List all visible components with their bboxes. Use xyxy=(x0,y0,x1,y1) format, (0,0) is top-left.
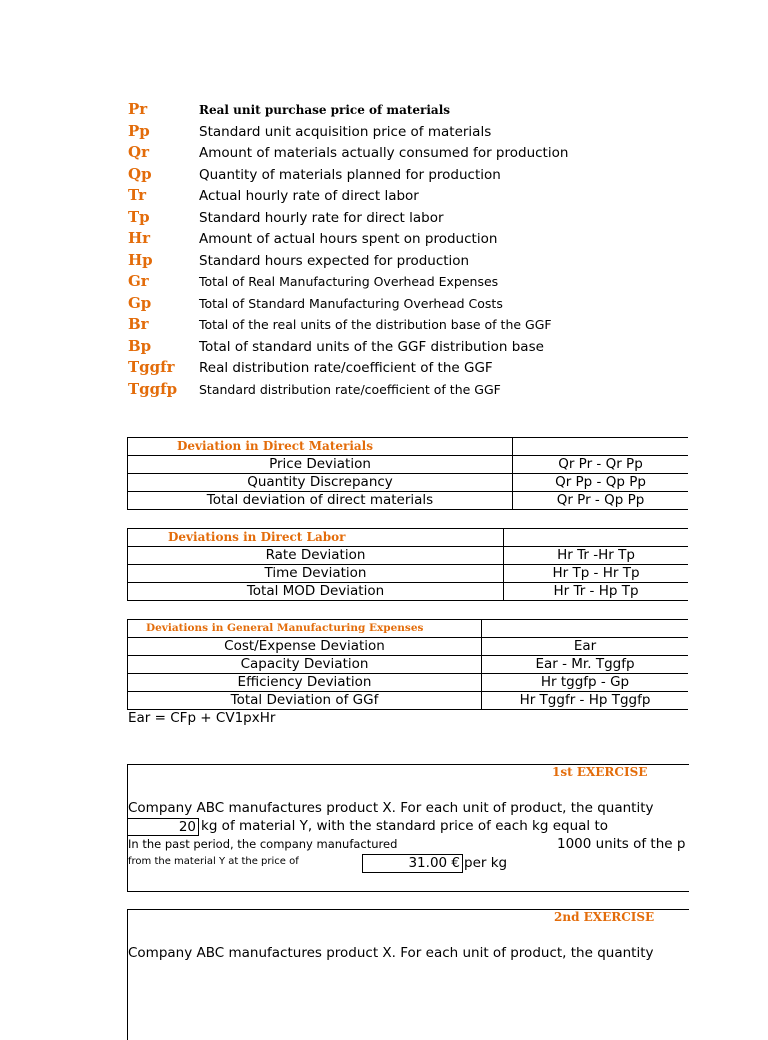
table-title: Deviations in General Manufacturing Expenses xyxy=(128,620,482,638)
deviation-formula: Qr Pp - Qp Pp xyxy=(513,474,689,492)
definition-text: Standard unit acquisition price of materials xyxy=(199,123,492,140)
definition-text: Amount of actual hours spent on production xyxy=(199,231,498,247)
table-row xyxy=(128,638,689,656)
definition-abbreviation: Gp xyxy=(128,293,152,312)
deviation-label: Quantity Discrepancy xyxy=(128,474,513,492)
deviation-label: Total deviation of direct materials xyxy=(128,492,513,510)
deviation-formula: Ear xyxy=(482,638,689,656)
definition-abbreviation: Gr xyxy=(128,272,149,290)
definition-abbreviation: Tr xyxy=(128,186,146,204)
exercise-1-line-4: from the material Y at the price of xyxy=(128,856,299,867)
exercise-2-title: 2nd EXERCISE xyxy=(554,910,655,924)
definition-abbreviation: Bp xyxy=(128,336,152,355)
deviation-label: Total MOD Deviation xyxy=(128,583,504,601)
definition-abbreviation: Tggfr xyxy=(128,358,175,376)
deviation-formula: Hr Tr - Hp Tp xyxy=(504,583,689,601)
table-row xyxy=(128,474,689,492)
definition-text: Standard distribution rate/coefficient of the GGF xyxy=(199,381,501,397)
deviation-formula: Hr Tggfr - Hp Tggfp xyxy=(482,692,689,710)
quantity-cell[interactable]: 20 xyxy=(127,818,199,836)
deviation-formula: Hr Tr -Hr Tp xyxy=(504,547,689,565)
definition-abbreviation: Pr xyxy=(128,100,148,118)
deviation-label: Rate Deviation xyxy=(128,547,504,565)
deviation-formula: Hr Tp - Hr Tp xyxy=(504,565,689,583)
table-title: Deviations in Direct Labor xyxy=(128,529,504,547)
deviation-label: Total Deviation of GGf xyxy=(128,692,482,710)
deviation-formula: Qr Pr - Qr Pp xyxy=(513,456,689,474)
definition-text: Total of Real Manufacturing Overhead Expenses xyxy=(199,274,499,289)
table-row xyxy=(128,565,689,583)
definition-text: Amount of materials actually consumed for production xyxy=(199,145,569,161)
table-row xyxy=(128,583,689,601)
exercise-2-box xyxy=(127,909,689,1040)
definition-abbreviation: Qp xyxy=(128,164,152,183)
deviation-label: Efficiency Deviation xyxy=(128,674,482,692)
exercise-1-line-1: Company ABC manufactures product X. For each unit of product, the quantity xyxy=(128,800,654,816)
exercise-2-line-1: Company ABC manufactures product X. For each unit of product, the quantity xyxy=(128,945,654,961)
definition-text: Real distribution rate/coefficient of the GGF xyxy=(199,360,493,376)
direct-materials-table xyxy=(127,437,688,510)
table-row xyxy=(128,674,689,692)
table-row xyxy=(128,656,689,674)
table-header-row xyxy=(128,620,689,638)
definition-abbreviation: Pp xyxy=(128,121,150,140)
definition-abbreviation: Br xyxy=(128,315,149,333)
definition-abbreviation: Hr xyxy=(128,229,151,247)
deviation-label: Price Deviation xyxy=(128,456,513,474)
table-row xyxy=(128,492,689,510)
deviation-formula: Ear - Mr. Tggfp xyxy=(482,656,689,674)
deviation-label: Time Deviation xyxy=(128,565,504,583)
table-row xyxy=(128,456,689,474)
deviation-label: Cost/Expense Deviation xyxy=(128,638,482,656)
table-header-row xyxy=(128,438,689,456)
deviation-label: Capacity Deviation xyxy=(128,656,482,674)
definition-text: Quantity of materials planned for production xyxy=(199,166,501,183)
definition-text: Actual hourly rate of direct labor xyxy=(199,188,419,204)
definition-abbreviation: Qr xyxy=(128,143,149,161)
definition-abbreviation: Tp xyxy=(128,207,150,226)
ear-formula-note: Ear = CFp + CV1pxHr xyxy=(128,710,276,726)
exercise-1-line-2: kg of material Y, with the standard price of each kg equal to xyxy=(201,818,609,834)
definition-text: Total of standard units of the GGF distribution base xyxy=(199,338,544,355)
definition-text: Real unit purchase price of materials xyxy=(199,103,451,117)
definition-abbreviation: Hp xyxy=(128,250,153,269)
definition-abbreviation: Tggfp xyxy=(128,379,178,398)
table-title: Deviation in Direct Materials xyxy=(128,438,513,456)
price-cell[interactable]: 31.00 € xyxy=(362,854,463,873)
definition-text: Total of the real units of the distribution base of the GGF xyxy=(199,317,552,332)
direct-labor-table xyxy=(127,528,688,601)
exercise-1-line-4-end: per kg xyxy=(464,855,508,871)
exercise-1-line-3: In the past period, the company manufactured xyxy=(128,837,398,851)
exercise-1-title: 1st EXERCISE xyxy=(552,765,648,779)
definition-text: Standard hours expected for production xyxy=(199,252,470,269)
table-row xyxy=(128,692,689,710)
deviation-formula: Hr tggfp - Gp xyxy=(482,674,689,692)
deviation-formula: Qr Pr - Qp Pp xyxy=(513,492,689,510)
table-row xyxy=(128,547,689,565)
manufacturing-expenses-table xyxy=(127,619,688,710)
definition-text: Total of Standard Manufacturing Overhead Costs xyxy=(199,295,503,311)
table-header-row xyxy=(128,529,689,547)
definition-text: Standard hourly rate for direct labor xyxy=(199,209,444,226)
exercise-1-line-3-right: 1000 units of the p xyxy=(557,836,686,852)
